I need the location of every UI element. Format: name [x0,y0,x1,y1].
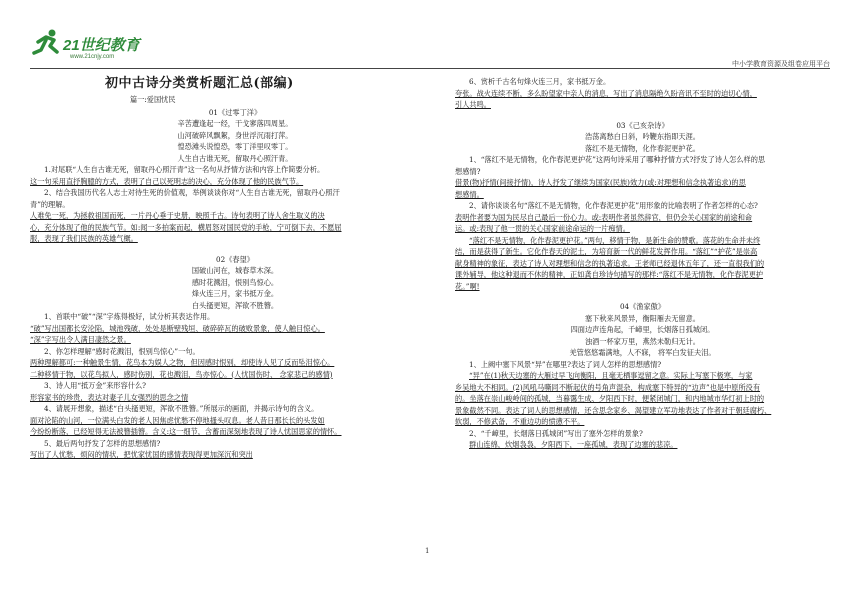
poem-line: 人生自古谁无死，留取丹心照汗青。 [177,153,293,163]
answer: 群山连绵，炊烟袅袅，夕阳西下，一座孤城，表现了边塞的悲凉。 [469,440,678,449]
poem-title: 03《己亥杂诗》 [616,120,669,130]
poem-line: 辛苦遭逢起一经，干戈寥落四周星。 [177,119,293,128]
question: 4、请展开想象，描述“白头搔更短，浑欲不胜簪。”所展示的画面，并揭示诗句的含义。 [44,404,319,413]
question: 青”的理解。 [30,199,70,209]
answer: 两种理解都可:一种触景生情，花鸟本为娱人之物，但因感时恨别，却使诗人见了反而坠泪惊心。 [30,358,335,367]
page-number: 1 [425,547,430,555]
right-column [455,76,830,451]
poem-line: 山河破碎风飘絮，身世浮沉雨打萍。 [177,130,293,140]
runner-logo-icon [30,28,64,58]
logo-url: www.21cnjy.com [70,54,115,60]
poem-line: 浊酒一杯家万里，燕然未勒归无计。 [584,336,700,346]
answer: 运。或:表现了他一贯的关心国家前途命运的一片痴情。 [455,224,630,233]
answer: 献身精神的象征，表达了诗人对理想和信念的执著追求。王老师已经退休五年了，还一直很我们的 [455,258,765,268]
question: 2、请你谈谈名句“落红不是无情物，化作春泥更护花”用形象的比喻表明了作者怎样的心态? [469,201,758,210]
answer: “异”在(1)秋天边塞的大雁过早飞向衡阳，且毫无栖事逗留之意。实际上写塞下极寒，与家 [469,371,753,380]
poem-line: 感时花溅泪，恨别鸟惊心。 [191,277,279,287]
answer: 想感情。 [455,189,484,199]
question: 1.对尾联“人生自古谁无死，留取丹心照汗青”这一名句从抒情方法和内容上作简要分析。 [44,165,325,174]
answer: 乡吴地大不相同。(2)风吼马嘶同不断起伏的号角声混杂，构成塞下特异的“边声”也是中原所没有 [455,382,761,392]
poem-line: 落红不是无情物，化作春泥更护花。 [584,143,700,153]
question: 2、结合我国历代名人志士对待生死的价值观，举例谈谈你对“人生自古谁无死，留取丹心照汗 [44,188,340,197]
question: 想感情? [455,166,481,176]
question: 3、诗人用“抵万金”来形容什么? [44,381,147,390]
answer: “深”字写出令人满目凄然之景。 [30,335,131,344]
poem-line: 浩荡离愁白日斜，吟鞭东指即天涯。 [584,132,700,141]
poem-line: 惶恐滩头说惶恐，零丁洋里叹零丁。 [177,142,293,151]
logo-text: 21世纪教育 [63,37,140,54]
poem-title: 01《过零丁洋》 [208,107,262,117]
answer: 今纷纷断落，已经短得无法被簪插簪。含义:这一细节，含蓄而深刻地表现了诗人忧国思家的情怀。 [30,427,342,436]
document-title: 初中古诗分类赏析题汇总(部编) [105,76,294,91]
answer: 人难免一死，为拯救祖国而死，一片丹心垂于史册，映照千古。诗句表明了诗人舍生取义的决 [30,211,325,220]
header-platform-text: 中小学教育资源及组卷应用平台 [732,60,830,68]
answer: 服，表现了我们民族的英雄气概。 [30,234,138,243]
question: 1、“落红不是无情物，化作春泥更护花”这两句诗采用了哪种抒情方式?抒发了诗人怎么样的思 [469,155,766,164]
poem-line: 塞下秋来风景异，衡阳雁去无留意。 [584,313,700,323]
poem-line: 羌管悠悠霜满地，人不寐， 将军白发征夫泪。 [569,348,716,357]
answer: 借景(物)抒情(间接抒情)，诗人抒发了继续为国家(民族)效力(或:对理想和信念执著追求)的思 [455,178,746,187]
question: 5、最后两句抒发了怎样的思想感情? [44,438,161,448]
answer: 表明作者要为国为民尽自己最后一份心力。或:表明作者虽然辞官，但仍会关心国家的前途和命 [455,212,753,222]
answer: 景象截然不同。表达了词人的思想感情，还含思念家乡、渴望建立军功地表达了作者对于朝廷腐朽、 [455,405,772,415]
answer: “落红不是无情物，化作春泥更护花。”两句，移情于物，是新生命的赞歌。落花的生命并未终 [469,235,761,245]
answer: 软弱，不修武备，不重边功的愤懑不平。 [455,417,585,426]
question: 1、首联中“破”“深”字炼得极好，试分析其表达作用。 [44,312,215,321]
poem-title: 02《春望》 [216,254,254,264]
answer: 心，充分体现了他的民族气节。如:闻一多拍案而起，横眉怒对国民党的手枪，宁可倒下去，不愿屈 [30,222,342,232]
poem-line: 烽火连三月，家书抵万金。 [191,289,279,298]
answer: 二种移情于物，以花鸟拟人，感时伤别，花也溅泪，鸟亦惊心。(人忧国伤时、 念家悲己的感情) [30,369,333,379]
answer: 结，而是获得了新生。它化作春天的泥土，为培育新一代的鲜花发挥作用。“落红”“护花”是崇高 [455,247,758,256]
answer: 这一句采用直抒胸臆的方式，表明了自己以死明志的决心，充分体现了他的民族气节。 [30,176,304,186]
section-label: 篇一:爱国忧民 [130,95,176,104]
poem-line: 白头搔更短，浑欲不胜簪。 [191,300,279,310]
answer: 面对沦陷的山河，一位满头白发的老人因焦虑忧愁不停地搔头叹息。老人昔日那长长的头发如 [30,415,325,425]
answer: 课外辅导，他这种退而不休的精神，正如龚自珍诗句描写的那样:“落红不是无情物，化作春泥更护 [455,270,763,279]
answer: 夸张。战火连续不断，多么盼望家中亲人的消息，写出了消息隔绝久盼音讯不至时的迫切心情， [455,88,757,98]
poem-title: 04《渔家傲》 [619,302,666,311]
poem-line: 国破山河在，城春草木深。 [191,266,279,275]
header-rule [30,68,830,69]
question: 2、“千嶂里，长烟落日孤城闭”写出了塞外怎样的景象? [469,428,643,438]
answer: 形容家书的珍贵，表达对妻子儿女强烈的思念之情 [30,392,189,402]
answer: 花。”啊! [455,281,480,291]
answer: 引人共鸣。 [455,100,491,109]
answer: “破”写出国都长安沦陷，城池残破，处处是断壁残垣、破碎碎瓦的破败景象，使人触目惊心。 [30,323,325,333]
answer: 写出了人忧愁，烦闷的情状，把忧家忧国的感情表现得更加深沉和突出 [30,450,253,459]
question: 1、上阙中塞下风景“异”在哪里?表达了词人怎样的思想感情? [469,359,662,369]
question: 2、你怎样理解“感时花溅泪，恨别鸟惊心”一句。 [44,346,200,356]
page-header [30,28,830,68]
logo [30,28,150,68]
answer: 的。坐落在崇山峻岭间的孤城，当暮霭生成、夕阳西下时，便紧闭城门，和内地城市华灯初上时的 [455,394,765,403]
poem-line: 四面边声连角起，千嶂里，长烟落日孤城闭。 [570,325,715,334]
left-column [30,76,440,461]
question: 6、赏析千古名句烽火连三月，家书抵万金。 [469,77,611,86]
